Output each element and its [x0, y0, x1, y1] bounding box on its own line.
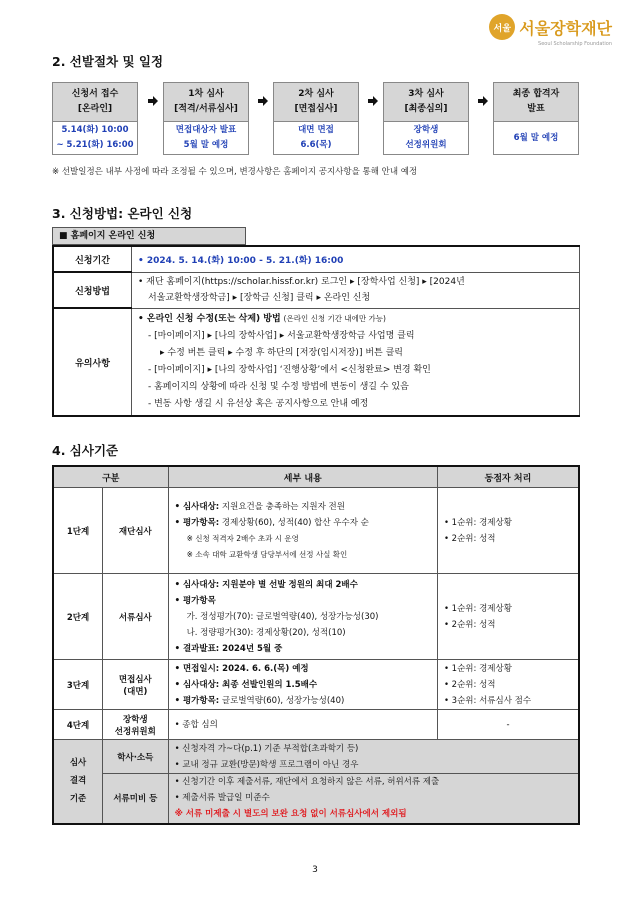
arrow-right-icon	[148, 96, 158, 106]
step-3-sub: [면접심사]	[294, 104, 338, 114]
stage-2: 2단계	[53, 574, 103, 660]
s2-tie-2: • 2순위: 성적	[443, 619, 496, 630]
s2-tie-1: • 1순위: 경제상황	[443, 603, 512, 614]
header-detail: 세부 내용	[168, 466, 437, 488]
stage-1: 1단계	[53, 488, 103, 574]
arrow-right-icon	[478, 96, 488, 106]
logo-name: 서울장학재단	[519, 18, 612, 38]
stage-1-detail	[168, 488, 437, 574]
step-3-title: 2차 심사	[298, 89, 334, 99]
foundation-logo	[489, 14, 612, 47]
flow-step-4	[383, 82, 469, 155]
step-1-date-end: ~ 5.21(화) 16:00	[56, 140, 134, 150]
s2-target: • 심사대상: 지원분야 별 선발 정원의 최대 2배수	[174, 579, 358, 590]
section-3-title: 3. 신청방법: 온라인 신청	[52, 206, 193, 221]
disqualify-label	[53, 740, 103, 824]
step-5-line-1: 6월 말 예정	[513, 132, 559, 143]
notes-line-5: - 홈페이지의 상황에 따라 신청 및 수정 방법에 변동이 생길 수 있음	[148, 382, 409, 393]
notes-heading-sub: (온라인 신청 기간 내에만 가능)	[283, 314, 386, 324]
s1-label-items: • 평가항목:	[174, 517, 220, 528]
section-2-title: 2. 선발절차 및 일정	[52, 54, 164, 69]
step-4-title: 3차 심사	[408, 89, 444, 99]
period-value: • 2024. 5. 14.(화) 10:00 - 5. 21.(화) 16:00	[132, 246, 580, 272]
stage-4-tiebreak: -	[437, 710, 579, 740]
notes-line-2: - [마이페이지] ▸ [나의 장학사업] ▸ 서울교환학생장학금 사업명 클릭	[148, 331, 415, 342]
page-number: 3	[312, 865, 318, 875]
s2-item-a: 가. 정성평가(70): 글로벌역량(40), 성장가능성(30)	[186, 611, 379, 622]
method-line-1: • 재단 홈페이지(https://scholar.hissf.or.kr) 로그인 ▸ [장학사업 신청] ▸ [2024년	[138, 277, 465, 287]
notes-label: 유의사항	[53, 308, 132, 416]
step-1-sub: [온라인]	[77, 104, 113, 114]
notes-value	[132, 308, 580, 416]
flow-step-3	[273, 82, 359, 155]
s1-tie-2: • 2순위: 성적	[443, 533, 496, 544]
s1-note-1: ※ 신청 적격자 2배수 초과 시 운영	[186, 533, 299, 543]
arrow-right-icon	[258, 96, 268, 106]
s3-tie-1: • 1순위: 경제상황	[443, 663, 512, 674]
stage-1-name: 재단심사	[103, 488, 168, 574]
s1-items: 경제상황(60), 성적(40) 합산 우수자 순	[219, 517, 369, 528]
s4-name-1: 장학생	[123, 714, 148, 725]
header-tiebreak: 동점자 처리	[437, 466, 579, 488]
stage-4-detail	[168, 710, 437, 740]
s2-item-b: 나. 정량평가(30): 경제상황(20), 성적(10)	[186, 627, 346, 638]
application-table	[52, 245, 580, 417]
arrow-right-icon	[368, 96, 378, 106]
stage-1-tiebreak	[437, 488, 579, 574]
stage-3: 3단계	[53, 660, 103, 710]
stage-4-name	[103, 710, 168, 740]
dq-docs-name: 서류미비 등	[103, 774, 168, 824]
s4-name-2: 선정위원회	[114, 726, 156, 737]
step-4-line-1: 장학생	[413, 125, 439, 135]
flow-step-2	[163, 82, 249, 155]
step-1-title: 신청서 접수	[71, 89, 119, 99]
dq-3: 기준	[69, 794, 87, 805]
stage-3-detail	[168, 660, 437, 710]
step-3-line-2: 6.6(목)	[300, 140, 332, 150]
dq-docs-1: • 신청기간 이후 제출서류, 재단에서 요청하지 않은 서류, 허위서류 제출	[174, 777, 440, 788]
schedule-note: ※ 선발일정은 내부 사정에 따라 조정될 수 있으며, 변경사항은 홈페이지 공지사항을 통해 안내 예정	[52, 167, 418, 177]
step-5-sub: 발표	[527, 104, 545, 114]
stage-2-name: 서류심사	[103, 574, 168, 660]
step-2-title: 1차 심사	[188, 89, 224, 99]
selection-flow	[52, 82, 580, 156]
step-2-sub: [적격/서류심사]	[174, 104, 238, 114]
logo-mark-icon: 서울	[489, 14, 515, 40]
dq-academic-name: 학사·소득	[103, 740, 168, 774]
method-value	[132, 272, 580, 308]
notes-line-6: - 변동 사항 생길 시 유선상 혹은 공지사항으로 안내 예정	[148, 399, 369, 410]
s3-label-items: • 평가항목:	[174, 695, 220, 706]
criteria-table	[52, 465, 580, 825]
notes-line-3: ▸ 수정 버튼 클릭 ▸ 수정 후 하단의 [저장(임시저장)] 버튼 클릭	[160, 348, 403, 359]
s3-name-2: (대면)	[123, 686, 148, 697]
step-5-title: 최종 합격자	[512, 89, 560, 99]
step-4-line-2: 선정위원회	[405, 140, 447, 150]
s1-note-2: ※ 소속 대학 교환학생 담당부서에 선정 사실 확인	[186, 549, 348, 559]
dq-docs-warning: ※ 서류 미제출 시 별도의 보완 요청 없이 서류심사에서 제외됨	[174, 809, 407, 820]
s1-label-target: • 심사대상:	[174, 501, 220, 512]
s1-target: 지원요건을 충족하는 지원자 전원	[219, 501, 345, 512]
online-apply-tag: ■ 홈페이지 온라인 신청	[52, 227, 246, 245]
dq-academic-1: • 신청자격 가~다(p.1) 기준 부적합(초과학기 등)	[174, 743, 359, 754]
s3-date: • 면접일시: 2024. 6. 6.(목) 예정	[174, 663, 309, 674]
flow-step-1	[52, 82, 138, 155]
s2-items-label: • 평가항목	[174, 595, 216, 606]
stage-4: 4단계	[53, 710, 103, 740]
step-2-line-1: 면접대상자 발표	[175, 125, 237, 135]
dq-2: 결격	[69, 776, 87, 787]
notes-line-4: - [마이페이지] ▸ [나의 장학사업] ‘진행상황’에서 <신청완료> 변경 확인	[148, 365, 431, 376]
step-4-sub: [최종심의]	[404, 104, 448, 114]
section-4-title: 4. 심사기준	[52, 443, 119, 458]
s2-result: • 결과발표: 2024년 5월 중	[174, 643, 283, 654]
dq-academic-2: • 교내 정규 교환(방문)학생 프로그램이 아닌 경우	[174, 759, 359, 770]
dq-1: 심사	[69, 758, 87, 769]
stage-3-name	[103, 660, 168, 710]
header-category: 구분	[53, 466, 168, 488]
logo-subtitle: Seoul Scholarship Foundation	[538, 41, 612, 47]
s3-tie-3: • 3순위: 서류심사 점수	[443, 695, 532, 706]
stage-2-detail	[168, 574, 437, 660]
stage-3-tiebreak	[437, 660, 579, 710]
s3-name-1: 면접심사	[118, 674, 152, 685]
step-3-line-1: 대면 면접	[298, 125, 334, 135]
dq-docs-detail	[168, 774, 579, 824]
flow-step-5	[493, 82, 579, 155]
step-1-date-start: 5.14(화) 10:00	[61, 125, 129, 135]
dq-academic-detail	[168, 740, 579, 774]
s3-tie-2: • 2순위: 성적	[443, 679, 496, 690]
s3-items: 글로벌역량(60), 성장가능성(40)	[219, 695, 345, 706]
s1-tie-1: • 1순위: 경제상황	[443, 517, 512, 528]
stage-2-tiebreak	[437, 574, 579, 660]
dq-docs-2: • 제출서류 발급일 미준수	[174, 793, 270, 804]
method-line-2: 서울교환학생장학금] ▸ [장학금 신청] 클릭 ▸ 온라인 신청	[148, 293, 371, 303]
s3-target: • 심사대상: 최종 선발인원의 1.5배수	[174, 679, 318, 690]
step-2-line-2: 5월 말 예정	[183, 140, 229, 150]
method-label: 신청방법	[53, 272, 132, 308]
period-label: 신청기간	[53, 246, 132, 272]
s4-item: • 종합 심의	[174, 719, 218, 730]
notes-heading: • 온라인 신청 수정(또는 삭제) 방법	[138, 314, 281, 325]
